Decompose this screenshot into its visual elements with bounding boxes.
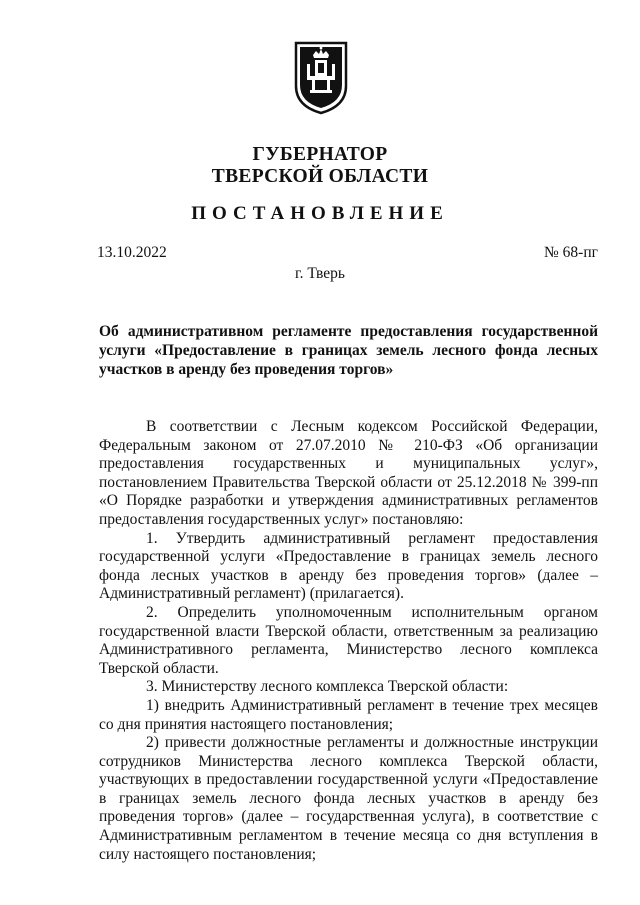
paragraph-preamble: В соответствии с Лесным кодексом Российской Федерации, Федеральным законом от 27.07.2010 № 210-ФЗ «Об организации предоставления государственных и муниципальных услуг», постановлением Правительства Тверской области от 25.12.2018 № 399-пп «О Порядке разработки и утверждения административных регламентов предоставления государственных услуг» постановляю:	[99, 418, 598, 528]
document-type: ПОСТАНОВЛЕНИЕ	[191, 203, 449, 224]
paragraph-subitem-1: 1) внедрить Административный регламент в течение трех месяцев со дня принятия настоящего постановления;	[99, 696, 598, 733]
document-body	[99, 418, 598, 864]
document-number: № 68-пг	[544, 244, 598, 261]
paragraph-item-2: 2. Определить уполномоченным исполнительным органом государственной власти Тверской области, ответственным за реализацию Административного регламента, Министерство лесного комплекса Тверской области.	[99, 603, 598, 677]
paragraph-subitem-2: 2) привести должностные регламенты и должностные инструкции сотрудников Министерства лесного комплекса Тверской области, участвующих в предоставлении государственной услуги «Предоставление в границах земель лесного фонда лесных участков в аренду без проведения торгов» (далее – государственная услуга), в соответствие с Административным регламентом в течение месяца со дня вступления в силу настоящего постановления;	[99, 734, 598, 863]
document-subject: Об административном регламенте предоставления государственной услуги «Предоставление в границах земель лесного фонда лесных участков в аренду без проведения торгов»	[99, 323, 598, 378]
issuer-title-line2: ТВЕРСКОЙ ОБЛАСТИ	[211, 166, 429, 187]
coat-of-arms-icon	[293, 40, 349, 116]
paragraph-item-3: 3. Министерству лесного комплекса Тверской области:	[146, 678, 509, 696]
issuer-title-line1: ГУБЕРНАТОР	[252, 144, 388, 165]
document-city: г. Тверь	[295, 265, 345, 282]
paragraph-item-1: 1. Утвердить административный регламент предоставления государственной услуги «Предоставление в границах земель лесного фонда лесных участков в аренду без проведения торгов» (далее – Административный регламент) (прилагается).	[99, 529, 598, 603]
document-date: 13.10.2022	[97, 244, 167, 261]
